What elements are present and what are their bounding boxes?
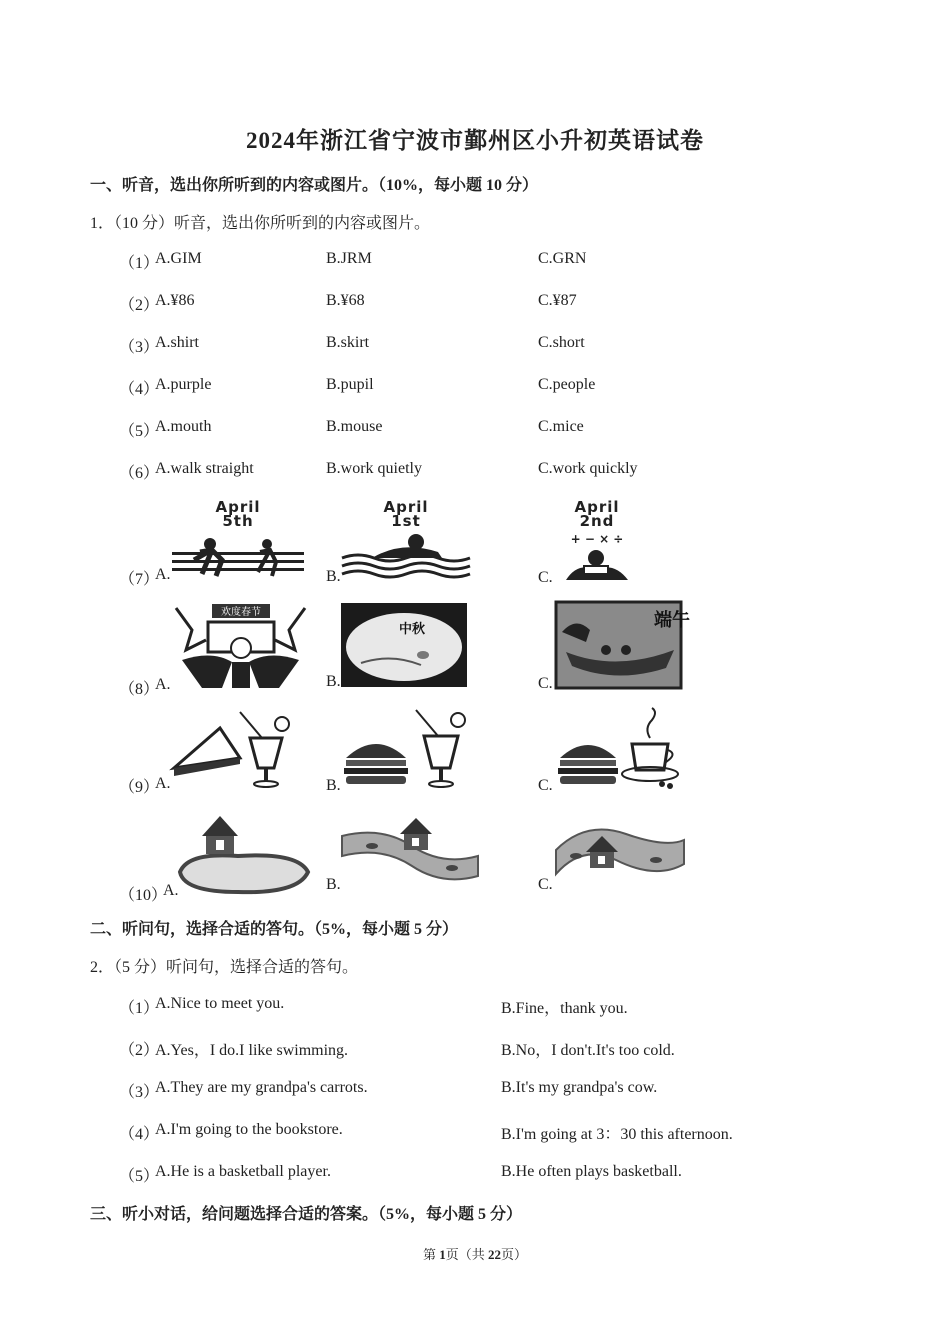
option-b: B.pupil: [326, 376, 374, 393]
item-number: （6）: [119, 465, 160, 482]
option-a: A.Yes，I do.I like swimming.: [155, 1042, 349, 1059]
item-number: （5）: [119, 1168, 160, 1185]
option-b: B.work quietly: [326, 460, 422, 477]
option-a: A.¥86: [155, 292, 195, 309]
option-b: B.JRM: [326, 250, 372, 267]
april-5th-running-picture: [172, 500, 304, 580]
footer-middle: 页（共: [445, 1247, 488, 1262]
house-by-river-icon: [342, 816, 478, 886]
option-c: C.¥87: [538, 292, 577, 309]
option-b: B.It's my grandpa's cow.: [501, 1079, 658, 1096]
option-c: C.: [538, 675, 553, 692]
question-2: 2．（5 分）听问句，选择合适的答句。: [90, 959, 359, 976]
mid-autumn-icon: [341, 603, 467, 687]
picture-caption: 5th: [222, 512, 254, 530]
option-c: C.short: [538, 334, 585, 351]
swimming-icon: [342, 500, 470, 582]
student-at-desk-icon: [556, 500, 638, 584]
house-lake-picture: [178, 812, 310, 896]
house-winding-road-picture-b: [342, 816, 478, 886]
page-footer: [0, 1244, 950, 1263]
section-2-heading: 二、听问句，选择合适的答句。（5%，每小题 5 分）: [90, 921, 459, 938]
spring-festival-picture: [172, 600, 309, 690]
sandwich-juice-picture: [170, 708, 296, 790]
option-a: A.Nice to meet you.: [155, 995, 285, 1012]
picture-caption: 2nd: [579, 512, 615, 530]
april-2nd-math-picture: [556, 500, 638, 584]
option-a: A.: [155, 775, 171, 792]
option-b: B.: [326, 673, 341, 690]
picture-caption: April: [574, 498, 620, 516]
page-title: 2024年浙江省宁波市鄞州区小升初英语试卷: [246, 128, 704, 153]
april-1st-swimming-picture: [342, 500, 470, 582]
dragon-boat-icon: [556, 602, 690, 688]
option-a: A.: [155, 676, 171, 693]
item-number: （7）: [119, 571, 160, 588]
option-c: C.: [538, 876, 553, 893]
option-c: C.: [538, 569, 553, 586]
sandwich-and-juice-icon: [170, 708, 296, 790]
option-a: A.shirt: [155, 334, 199, 351]
house-on-road-icon: [556, 820, 684, 888]
item-number: （10）: [119, 887, 168, 904]
option-b: B.: [326, 777, 341, 794]
item-number: （4）: [119, 1126, 160, 1143]
item-number: （2）: [119, 1042, 160, 1059]
festival-label: 端午: [654, 610, 690, 631]
burger-and-juice-icon: [340, 706, 474, 792]
item-number: （8）: [119, 681, 160, 698]
option-b: B.Fine，thank you.: [501, 1000, 628, 1017]
option-b: B.: [326, 568, 341, 585]
page-total: 22: [488, 1247, 501, 1262]
mid-autumn-picture: [341, 603, 467, 687]
item-number: （3）: [119, 1084, 160, 1101]
option-c: C.GRN: [538, 250, 587, 267]
option-a: A.They are my grandpa's carrots.: [155, 1079, 368, 1096]
house-winding-road-picture-c: [556, 820, 684, 888]
page-number: 1: [439, 1247, 446, 1262]
festival-label: 欢度春节: [221, 607, 261, 618]
house-by-lake-icon: [178, 812, 310, 896]
item-number: （1）: [119, 255, 160, 272]
option-b: B.mouse: [326, 418, 383, 435]
option-b: B.skirt: [326, 334, 370, 351]
item-number: （1）: [119, 1000, 160, 1017]
option-b: B.He often plays basketball.: [501, 1163, 682, 1180]
picture-caption: April: [215, 498, 261, 516]
math-symbols: + − × ÷: [570, 532, 624, 546]
item-number: （5）: [119, 423, 160, 440]
burger-coffee-picture: [556, 708, 681, 792]
option-a: A.: [163, 882, 179, 899]
dragon-boat-picture: [556, 602, 690, 688]
option-a: A.He is a basketball player.: [155, 1163, 331, 1180]
option-a: A.walk straight: [155, 460, 254, 477]
spring-festival-icon: [172, 600, 309, 690]
question-1: 1．（10 分）听音，选出你所听到的内容或图片。: [90, 215, 431, 232]
festival-label: 中秋: [399, 622, 426, 637]
running-race-icon: [172, 500, 304, 580]
item-number: （4）: [119, 381, 160, 398]
burger-juice-picture: [340, 706, 474, 792]
option-c: C.: [538, 777, 553, 794]
picture-caption: April: [383, 498, 429, 516]
item-number: （3）: [119, 339, 160, 356]
option-a: A.purple: [155, 376, 212, 393]
item-number: （9）: [119, 779, 160, 796]
burger-and-coffee-icon: [556, 708, 681, 792]
section-3-heading: 三、听小对话，给问题选择合适的答案。（5%，每小题 5 分）: [90, 1206, 523, 1223]
section-1-heading: 一、听音，选出你所听到的内容或图片。（10%，每小题 10 分）: [90, 177, 539, 194]
footer-suffix: 页）: [501, 1247, 528, 1262]
option-a: A.I'm going to the bookstore.: [155, 1121, 343, 1138]
option-c: C.work quickly: [538, 460, 638, 477]
option-c: C.people: [538, 376, 596, 393]
option-b: B.¥68: [326, 292, 365, 309]
picture-caption: 1st: [391, 512, 421, 530]
option-b: B.I'm going at 3：30 this afternoon.: [501, 1126, 733, 1143]
footer-prefix: 第: [422, 1247, 440, 1262]
option-a: A.GIM: [155, 250, 202, 267]
option-a: A.: [155, 566, 171, 583]
option-c: C.mice: [538, 418, 584, 435]
option-a: A.mouth: [155, 418, 212, 435]
item-number: （2）: [119, 297, 160, 314]
option-b: B.: [326, 876, 341, 893]
option-b: B.No，I don't.It's too cold.: [501, 1042, 675, 1059]
